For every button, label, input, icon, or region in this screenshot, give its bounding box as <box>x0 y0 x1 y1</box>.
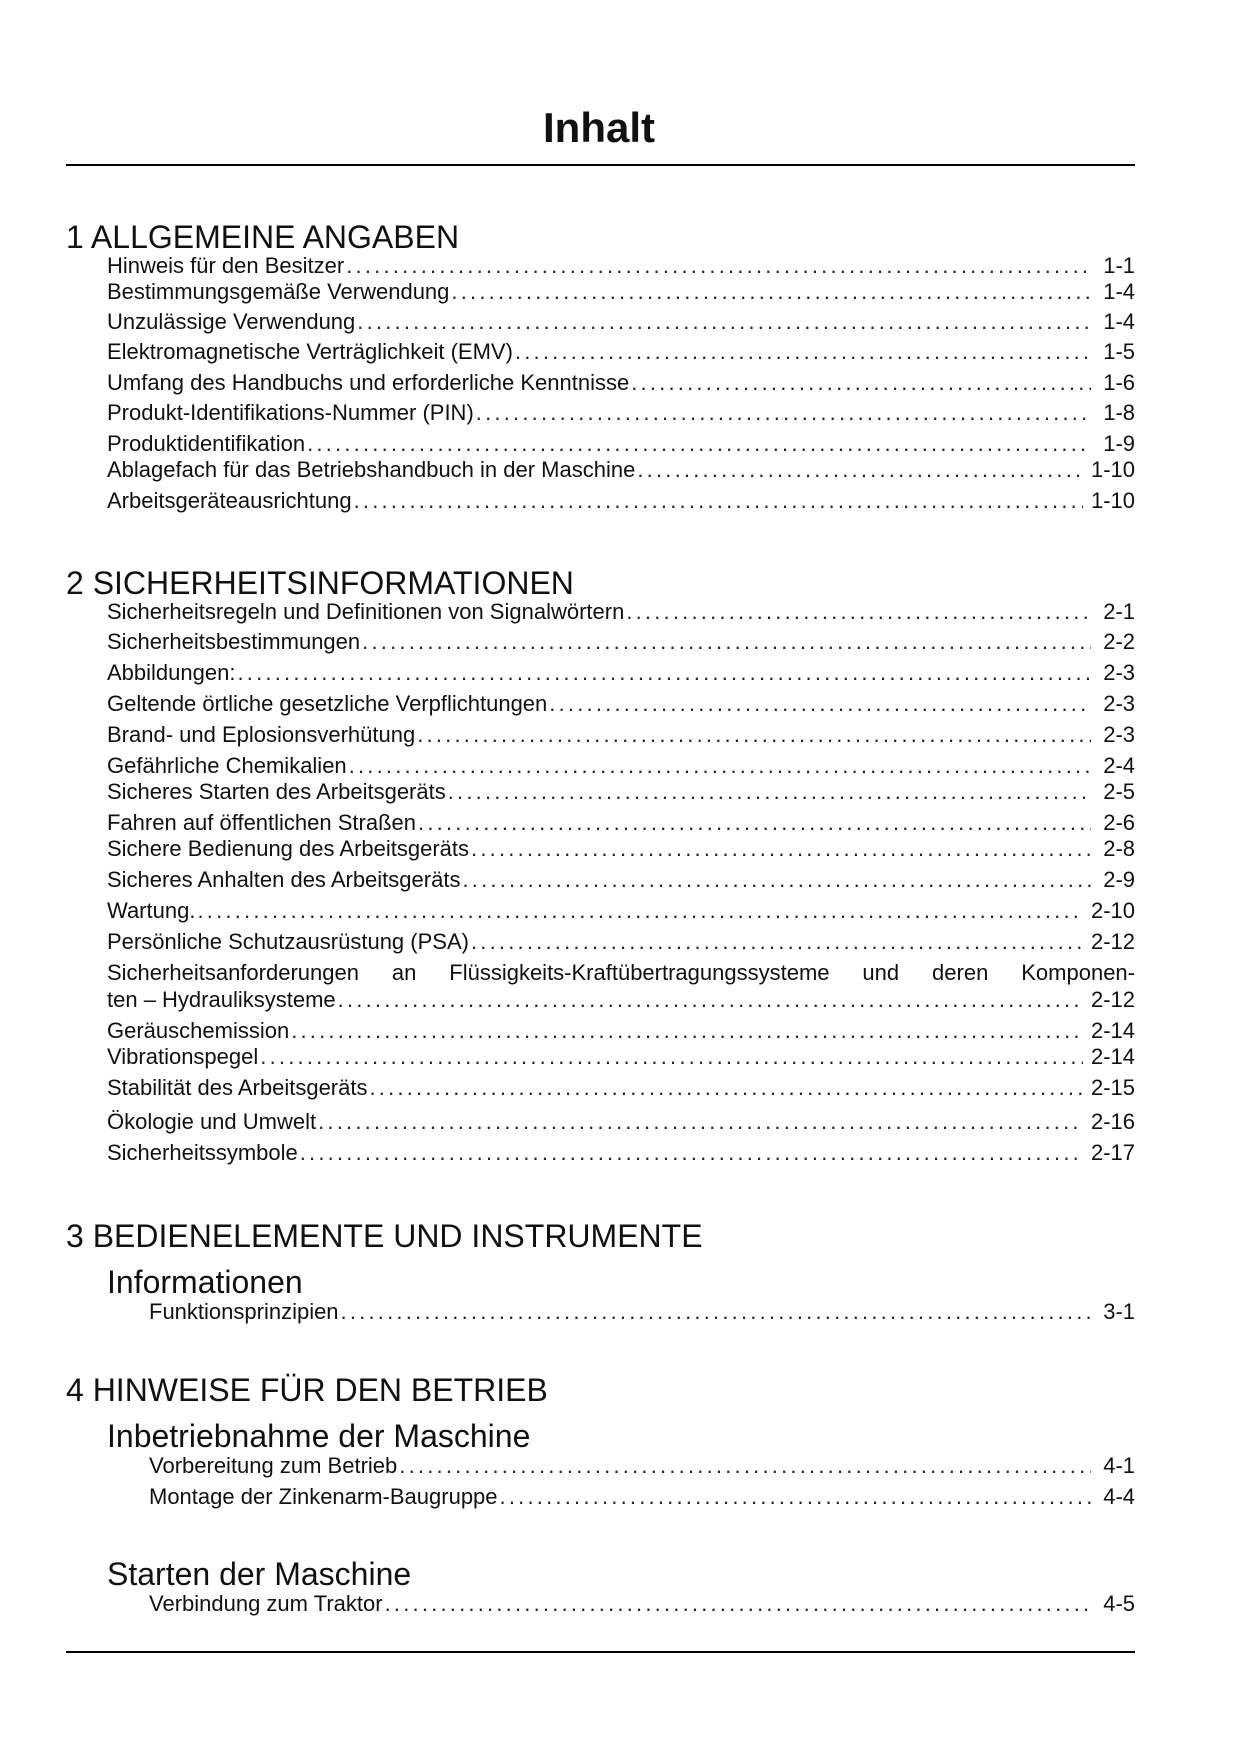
toc-entry[interactable]: Montage der Zinkenarm-Baugruppe ..... 4-4 <box>149 1483 1135 1511</box>
toc-entry[interactable]: Produktidentifikation ..... 1-9 <box>107 430 1135 458</box>
toc-entry[interactable]: Ökologie und Umwelt ..... 2-16 <box>107 1108 1135 1136</box>
page-number: 2-17 <box>1090 1140 1135 1165</box>
dot-leader <box>349 752 1091 780</box>
page-number: 2-1 <box>1103 599 1135 624</box>
toc-entry[interactable]: Sicheres Anhalten des Arbeitsgeräts ..... 2-9 <box>107 866 1135 894</box>
section-heading: 4 HINWEISE FÜR DEN BETRIEB <box>66 1372 548 1408</box>
dot-leader <box>451 278 1091 306</box>
dot-leader <box>500 1483 1091 1511</box>
dot-leader <box>362 628 1091 656</box>
dot-leader <box>197 897 1083 925</box>
page-number: 1-1 <box>1103 253 1135 278</box>
page-number: 2-5 <box>1103 779 1135 804</box>
dot-leader <box>237 659 1091 687</box>
toc-entry[interactable]: Produkt-Identifikations-Nummer (PIN) ..... 1-8 <box>107 399 1135 427</box>
toc-entry[interactable]: Sicherheitsregeln und Definitionen von Signalwörtern ..... 2-1 <box>107 598 1135 626</box>
page-number: 2-15 <box>1090 1075 1135 1100</box>
toc-entry[interactable]: Geräuschemission ..... 2-14 <box>107 1017 1135 1045</box>
toc-entry[interactable]: Wartung. ..... 2-10 <box>107 897 1135 925</box>
toc-entry[interactable]: Vibrationspegel ..... 2-14 <box>107 1043 1135 1071</box>
page-number: 2-16 <box>1090 1109 1135 1134</box>
page-number: 2-8 <box>1103 836 1135 861</box>
page-number: 1-4 <box>1103 309 1135 334</box>
top-divider <box>66 164 1135 166</box>
toc-entry[interactable]: Elektromagnetische Verträglichkeit (EMV) ..... 1-5 <box>107 338 1135 366</box>
toc-entry[interactable]: Persönliche Schutzausrüstung (PSA) ..... 2-12 <box>107 928 1135 956</box>
dot-leader <box>418 809 1091 837</box>
section-heading: 3 BEDIENELEMENTE UND INSTRUMENTE <box>66 1218 703 1254</box>
dot-leader <box>260 1043 1083 1071</box>
page-number: 4-1 <box>1103 1453 1135 1478</box>
page-number: 2-12 <box>1090 987 1135 1012</box>
dot-leader <box>631 369 1091 397</box>
dot-leader <box>637 456 1083 484</box>
dot-leader <box>346 252 1091 280</box>
section-heading: 1 ALLGEMEINE ANGABEN <box>66 219 460 255</box>
dot-leader <box>369 1074 1082 1102</box>
dot-leader <box>291 1017 1083 1045</box>
page-number: 2-12 <box>1090 929 1135 954</box>
subsection-heading: Informationen <box>107 1264 303 1300</box>
dot-leader <box>462 866 1091 894</box>
page-number: 2-14 <box>1090 1044 1135 1069</box>
page-number: 2-3 <box>1103 691 1135 716</box>
page-number: 1-4 <box>1103 279 1135 304</box>
toc-entry[interactable]: Vorbereitung zum Betrieb ..... 4-1 <box>149 1452 1135 1480</box>
page-number: 1-8 <box>1103 400 1135 425</box>
dot-leader <box>417 721 1091 749</box>
page-number: 1-9 <box>1103 431 1135 456</box>
subsection-heading: Inbetriebnahme der Maschine <box>107 1418 531 1454</box>
toc-entry[interactable]: ten – Hydrauliksysteme ..... 2-12 <box>107 986 1135 1014</box>
toc-entry[interactable]: Fahren auf öffentlichen Straßen ..... 2-6 <box>107 809 1135 837</box>
toc-entry[interactable]: Abbildungen: ..... 2-3 <box>107 659 1135 687</box>
dot-leader <box>549 690 1091 718</box>
toc-entry[interactable]: Sicheres Starten des Arbeitsgeräts ..... 2-5 <box>107 778 1135 806</box>
toc-entry[interactable]: Funktionsprinzipien ..... 3-1 <box>149 1298 1135 1326</box>
page-number: 2-9 <box>1103 867 1135 892</box>
toc-entry[interactable]: Verbindung zum Traktor ..... 4-5 <box>149 1590 1135 1618</box>
dot-leader <box>357 308 1091 336</box>
toc-entry[interactable]: Hinweis für den Besitzer ..... 1-1 <box>107 252 1135 280</box>
page-number: 1-6 <box>1103 370 1135 395</box>
toc-entry[interactable]: Bestimmungsgemäße Verwendung ..... 1-4 <box>107 278 1135 306</box>
subsection-heading: Starten der Maschine <box>107 1556 412 1592</box>
page-number: 1-10 <box>1090 488 1135 513</box>
dot-leader <box>300 1139 1083 1167</box>
page-number: 3-1 <box>1103 1299 1135 1324</box>
dot-leader <box>307 430 1091 458</box>
bottom-divider <box>66 1651 1135 1653</box>
toc-entry[interactable]: Sichere Bedienung des Arbeitsgeräts ..... 2-8 <box>107 835 1135 863</box>
page-number: 2-3 <box>1103 660 1135 685</box>
toc-entry[interactable]: Unzulässige Verwendung ..... 1-4 <box>107 308 1135 336</box>
page-number: 4-4 <box>1103 1484 1135 1509</box>
dot-leader <box>354 487 1083 515</box>
page-number: 2-3 <box>1103 722 1135 747</box>
toc-entry[interactable]: Umfang des Handbuchs und erforderliche Kenntnisse ..... 1-6 <box>107 369 1135 397</box>
toc-entry[interactable]: Arbeitsgeräteausrichtung ..... 1-10 <box>107 487 1135 515</box>
dot-leader <box>515 338 1091 366</box>
toc-entry-wrapped-line[interactable]: Sicherheitsanforderungen an Flüssigkeits-Kraftübertragungssysteme und deren Komponen- <box>107 960 1135 985</box>
dot-leader <box>338 986 1083 1014</box>
page-number: 4-5 <box>1103 1591 1135 1616</box>
toc-entry[interactable]: Ablagefach für das Betriebshandbuch in der Maschine ..... 1-10 <box>107 456 1135 484</box>
page-number: 2-14 <box>1090 1018 1135 1043</box>
toc-entry[interactable]: Sicherheitsbestimmungen ..... 2-2 <box>107 628 1135 656</box>
dot-leader <box>626 598 1091 626</box>
toc-entry[interactable]: Gefährliche Chemikalien ..... 2-4 <box>107 752 1135 780</box>
page-number: 2-6 <box>1103 810 1135 835</box>
toc-entry[interactable]: Geltende örtliche gesetzliche Verpflichtungen ..... 2-3 <box>107 690 1135 718</box>
toc-entry[interactable]: Brand- und Eplosionsverhütung ..... 2-3 <box>107 721 1135 749</box>
toc-entry[interactable]: Stabilität des Arbeitsgeräts ..... 2-15 <box>107 1074 1135 1102</box>
dot-leader <box>385 1590 1091 1618</box>
dot-leader <box>476 399 1091 427</box>
page-number: 1-5 <box>1103 339 1135 364</box>
page-number: 2-4 <box>1103 753 1135 778</box>
dot-leader <box>471 835 1091 863</box>
section-heading: 2 SICHERHEITSINFORMATIONEN <box>66 565 574 601</box>
page-number: 2-2 <box>1103 629 1135 654</box>
page-title: Inhalt <box>543 104 655 151</box>
page-number: 2-10 <box>1090 898 1135 923</box>
dot-leader <box>318 1108 1083 1136</box>
dot-leader <box>399 1452 1091 1480</box>
toc-entry[interactable]: Sicherheitssymbole ..... 2-17 <box>107 1139 1135 1167</box>
dot-leader <box>471 928 1083 956</box>
dot-leader <box>341 1298 1091 1326</box>
page-number: 1-10 <box>1090 457 1135 482</box>
dot-leader <box>448 778 1091 806</box>
